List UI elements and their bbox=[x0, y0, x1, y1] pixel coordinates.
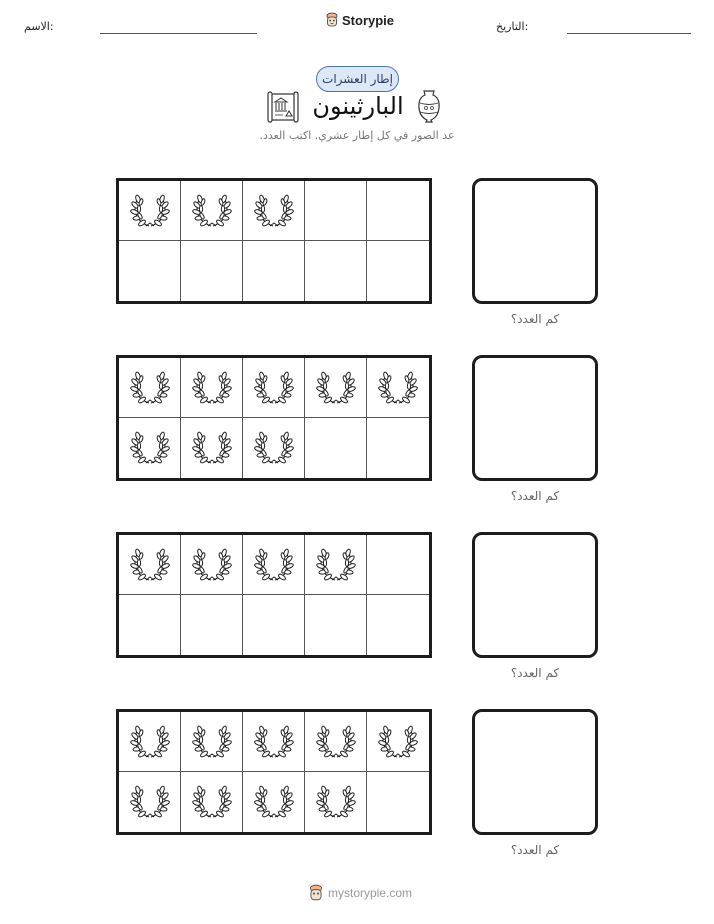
ten-frame-cell bbox=[181, 772, 243, 832]
date-field[interactable] bbox=[567, 33, 691, 34]
laurel-wreath-icon bbox=[315, 721, 357, 763]
laurel-wreath-icon bbox=[191, 427, 233, 469]
laurel-wreath-icon bbox=[377, 367, 419, 409]
laurel-wreath-icon bbox=[191, 781, 233, 823]
ten-frame-cell bbox=[243, 535, 305, 595]
answer-label: كم العدد؟ bbox=[510, 843, 560, 857]
laurel-wreath-icon bbox=[191, 190, 233, 232]
storypie-mascot-icon bbox=[325, 12, 339, 28]
ten-frame-cell bbox=[119, 418, 181, 478]
ten-frame-cell bbox=[305, 358, 367, 418]
laurel-wreath-icon bbox=[377, 721, 419, 763]
laurel-wreath-icon bbox=[253, 781, 295, 823]
ten-frame-cell bbox=[305, 772, 367, 832]
ten-frame-cell bbox=[367, 181, 429, 241]
ten-frame-cell bbox=[119, 595, 181, 655]
name-field[interactable] bbox=[100, 33, 257, 34]
date-label: التاريخ: bbox=[496, 20, 529, 33]
instructions: عد الصور في كل إطار عشري. اكتب العدد. bbox=[259, 129, 455, 142]
ten-frame-cell bbox=[181, 358, 243, 418]
ten-frame-cell bbox=[181, 418, 243, 478]
answer-label: كم العدد؟ bbox=[510, 666, 560, 680]
laurel-wreath-icon bbox=[253, 721, 295, 763]
laurel-wreath-icon bbox=[191, 544, 233, 586]
ten-frame-cell bbox=[243, 241, 305, 301]
greek-vase-icon bbox=[416, 88, 442, 124]
brand-logo bbox=[325, 12, 394, 28]
badge-label: إطار العشرات bbox=[322, 72, 393, 86]
title-row bbox=[0, 88, 714, 128]
laurel-wreath-icon bbox=[315, 367, 357, 409]
laurel-wreath-icon bbox=[315, 544, 357, 586]
laurel-wreath-icon bbox=[253, 190, 295, 232]
name-label: الاسم: bbox=[24, 20, 54, 33]
ten-frame-cell bbox=[119, 535, 181, 595]
storypie-mascot-icon bbox=[308, 884, 324, 902]
ten-frame-cell bbox=[181, 595, 243, 655]
laurel-wreath-icon bbox=[129, 544, 171, 586]
ten-frame-cell bbox=[181, 241, 243, 301]
laurel-wreath-icon bbox=[253, 367, 295, 409]
ten-frame bbox=[116, 709, 432, 835]
ten-frame bbox=[116, 178, 432, 304]
ten-frame-cell bbox=[367, 535, 429, 595]
ten-frame-cell bbox=[305, 241, 367, 301]
parthenon-scroll-icon bbox=[266, 88, 300, 124]
ten-frame-cell bbox=[243, 181, 305, 241]
ten-frame-cell bbox=[181, 181, 243, 241]
ten-frame-cell bbox=[243, 712, 305, 772]
ten-frame-cell bbox=[119, 358, 181, 418]
ten-frame-cell bbox=[367, 772, 429, 832]
answer-box[interactable] bbox=[472, 178, 598, 304]
ten-frame-cell bbox=[305, 595, 367, 655]
ten-frame-cell bbox=[367, 712, 429, 772]
footer-url[interactable]: mystorypie.com bbox=[328, 886, 413, 900]
laurel-wreath-icon bbox=[129, 781, 171, 823]
page-title: البارثينون bbox=[312, 92, 404, 120]
laurel-wreath-icon bbox=[315, 781, 357, 823]
laurel-wreath-icon bbox=[129, 427, 171, 469]
ten-frame-cell bbox=[181, 712, 243, 772]
laurel-wreath-icon bbox=[129, 367, 171, 409]
ten-frame-cell bbox=[305, 712, 367, 772]
ten-frame-cell bbox=[367, 595, 429, 655]
ten-frame-cell bbox=[367, 358, 429, 418]
brand-name: Storypie bbox=[342, 12, 395, 28]
ten-frame-cell bbox=[119, 241, 181, 301]
ten-frame-cell bbox=[243, 418, 305, 478]
answer-box[interactable] bbox=[472, 532, 598, 658]
ten-frame-cell bbox=[243, 595, 305, 655]
ten-frame-cell bbox=[305, 418, 367, 478]
laurel-wreath-icon bbox=[253, 427, 295, 469]
answer-box[interactable] bbox=[472, 709, 598, 835]
laurel-wreath-icon bbox=[129, 721, 171, 763]
ten-frame-cell bbox=[119, 181, 181, 241]
answer-label: كم العدد؟ bbox=[510, 312, 560, 326]
footer bbox=[308, 884, 412, 902]
ten-frame-cell bbox=[243, 358, 305, 418]
ten-frame bbox=[116, 532, 432, 658]
ten-frame bbox=[116, 355, 432, 481]
answer-box[interactable] bbox=[472, 355, 598, 481]
ten-frame-cell bbox=[119, 772, 181, 832]
laurel-wreath-icon bbox=[191, 367, 233, 409]
laurel-wreath-icon bbox=[253, 544, 295, 586]
ten-frame-cell bbox=[243, 772, 305, 832]
answer-label: كم العدد؟ bbox=[510, 489, 560, 503]
ten-frame-cell bbox=[119, 712, 181, 772]
ten-frame-cell bbox=[181, 535, 243, 595]
laurel-wreath-icon bbox=[191, 721, 233, 763]
ten-frame-cell bbox=[305, 535, 367, 595]
ten-frame-cell bbox=[367, 241, 429, 301]
laurel-wreath-icon bbox=[129, 190, 171, 232]
ten-frame-cell bbox=[367, 418, 429, 478]
ten-frame-cell bbox=[305, 181, 367, 241]
